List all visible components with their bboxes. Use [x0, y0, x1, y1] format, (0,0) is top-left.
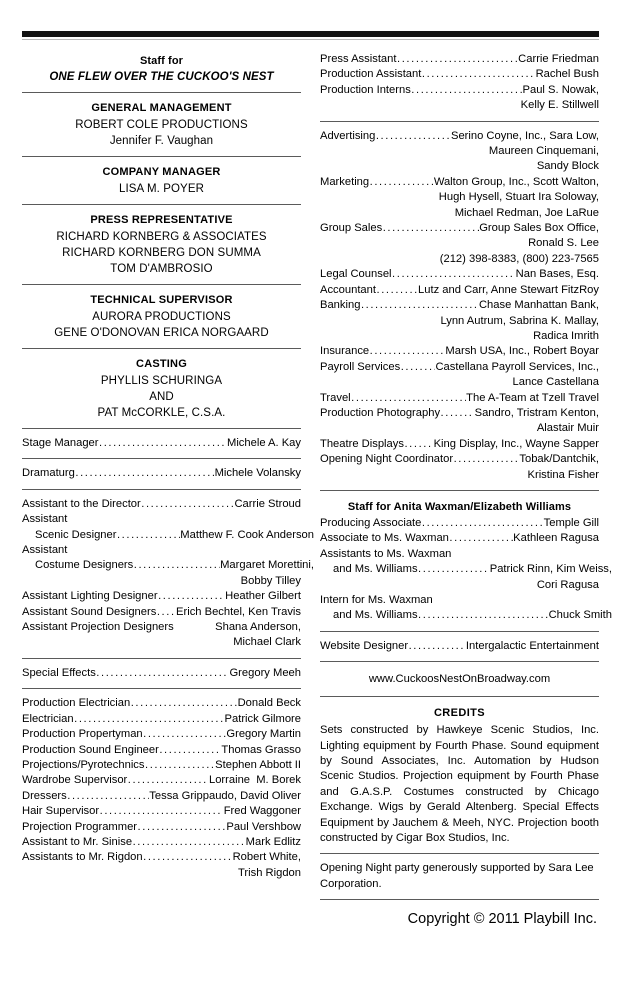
divider: [320, 696, 599, 697]
credit-value: Donald Beck: [237, 697, 301, 710]
leader-dots: [418, 608, 548, 623]
credit-value: Gregory Martin: [226, 728, 301, 741]
leader-dots: [143, 727, 226, 742]
section-press-representative: [22, 212, 301, 277]
credit-continuation: Alastair Muir: [536, 422, 599, 435]
credit-label: and Ms. Williams: [333, 609, 418, 622]
credit-label: Dramaturg: [22, 467, 75, 480]
credit-value: Thomas Grasso: [221, 743, 301, 756]
section-line: GENE O'DONOVAN ERICA NORGAARD: [54, 327, 269, 339]
leader-dots: [159, 743, 221, 758]
section-line: ROBERT COLE PRODUCTIONS: [75, 119, 248, 131]
section-title: GENERAL MANAGEMENT: [91, 102, 232, 114]
credit-row: [320, 83, 599, 98]
credit-value: Michele Volansky: [214, 467, 301, 480]
leader-dots: [158, 589, 225, 604]
credit-value: Carrie Friedman: [518, 53, 599, 65]
leader-dots: [75, 466, 214, 481]
credit-label: Special Effects: [22, 666, 96, 679]
leader-dots: [397, 52, 518, 67]
credit-label: Stage Manager: [22, 437, 99, 449]
credit-label: Production Assistant: [320, 68, 422, 81]
copyright-notice: Copyright © 2011 Playbill Inc.: [407, 911, 597, 928]
section-general-management: [22, 100, 301, 149]
credit-row: [22, 436, 301, 451]
section-title: CASTING: [136, 358, 187, 370]
credit-row: [22, 835, 301, 850]
section-technical-supervisor: [22, 292, 301, 341]
credit-sublabel: Assistant: [22, 544, 68, 557]
credit-value: Stephen Abbott II: [215, 758, 301, 771]
divider: [22, 348, 301, 349]
credit-row: [320, 283, 599, 298]
credit-label: Dressers: [22, 789, 67, 802]
leader-dots: [404, 437, 433, 452]
credit-label: Insurance: [320, 345, 370, 358]
credit-value: Walton Group, Inc., Scott Walton,: [433, 175, 599, 188]
credit-value: Carrie Stroud: [234, 497, 301, 510]
credit-value: King Display, Inc., Wayne Sapper: [433, 437, 599, 450]
divider: [320, 853, 599, 854]
divider: [22, 658, 301, 659]
leader-dots: [383, 221, 479, 236]
leader-dots: [117, 528, 180, 543]
leader-dots: [449, 531, 512, 546]
credit-value: Gregory Meeh: [229, 666, 301, 679]
credit-row: [22, 712, 301, 727]
credit-continuation: Hugh Hysell, Stuart Ira Soloway,: [438, 191, 599, 204]
credit-value: Patrick Rinn, Kim Weiss,: [489, 563, 612, 576]
credit-row: [320, 437, 599, 452]
credit-row: [320, 562, 612, 577]
credit-label: Assistant to Mr. Sinise: [22, 835, 133, 848]
credit-row: [320, 129, 599, 144]
credit-continuation: Lynn Autrum, Sabrina K. Mallay,: [440, 314, 599, 327]
leader-dots: [141, 497, 234, 512]
assistants-credit-group: [22, 497, 314, 651]
show-title: ONE FLEW OVER THE CUCKOO'S NEST: [49, 71, 274, 83]
section-line: RICHARD KORNBERG DON SUMMA: [62, 247, 261, 259]
credit-value: Chase Manhattan Bank,: [478, 299, 599, 312]
credit-continuation: Cori Ragusa: [536, 578, 599, 591]
credit-label: Assistant Sound Designers: [22, 605, 157, 618]
credit-continuation: Kristina Fisher: [527, 468, 599, 481]
credit-label: Assistant Lighting Designer: [22, 590, 158, 603]
credit-row: [22, 850, 301, 865]
divider: [22, 688, 301, 689]
leader-dots: [422, 516, 543, 531]
credit-value: Paul S. Nowak,: [522, 83, 599, 96]
staff-for-label: Staff for: [139, 55, 184, 67]
leader-dots: [376, 283, 417, 298]
credit-value: Tobak/Dantchik,: [519, 453, 599, 466]
section-line: Jennifer F. Vaughan: [109, 135, 214, 147]
press-credit-group: [320, 52, 599, 114]
credit-label: Production Propertyman: [22, 728, 143, 741]
credit-row: [320, 175, 599, 190]
credit-row: [320, 639, 599, 654]
credit-row: [22, 558, 314, 573]
section-line: TOM D'AMBROSIO: [110, 263, 213, 275]
leader-dots: [138, 820, 226, 835]
credit-label: Projections/Pyrotechnics: [22, 758, 145, 771]
section-casting: [22, 356, 301, 421]
leader-dots: [145, 758, 215, 773]
leader-dots: [454, 452, 519, 467]
credit-continuation: Michael Redman, Joe LaRue: [454, 206, 599, 219]
credit-label: Producing Associate: [320, 516, 422, 529]
divider: [22, 428, 301, 429]
credit-row: [320, 452, 599, 467]
credit-value: Fred Waggoner: [223, 805, 301, 818]
credit-row: [320, 360, 599, 375]
credit-value: Serino Coyne, Inc., Sara Low,: [450, 129, 599, 142]
credit-value: Paul Vershbow: [226, 820, 301, 833]
credit-row: [22, 589, 301, 604]
credit-continuation: Ronald S. Lee: [528, 237, 599, 250]
two-column-layout: [22, 49, 612, 929]
credit-label: Payroll Services: [320, 360, 401, 373]
section-line: PHYLLIS SCHURINGA: [100, 375, 223, 387]
credit-continuation: Trish Rigdon: [237, 866, 301, 879]
credit-row: [320, 67, 599, 82]
credit-label: Accountant: [320, 283, 376, 296]
leader-dots: [143, 850, 232, 865]
credit-label: Travel: [320, 391, 351, 404]
credit-label: Legal Counsel: [320, 268, 392, 281]
credit-label: Electrician: [22, 712, 74, 725]
services-credit-group: [320, 129, 599, 483]
credit-label: Costume Designers: [35, 559, 134, 572]
leader-dots: [67, 789, 149, 804]
credit-row: [22, 727, 301, 742]
credit-continuation: Radica Imrith: [533, 329, 599, 342]
credit-continuation: Maureen Cinquemani,: [488, 145, 599, 158]
leader-dots: [409, 639, 466, 654]
credit-value: Nan Bases, Esq.: [515, 268, 599, 281]
right-column: [320, 49, 612, 929]
divider: [22, 156, 301, 157]
credit-value: Tessa Grippaudo, David Oliver: [149, 789, 301, 802]
section-line: AND: [149, 391, 174, 403]
credit-value: Rachel Bush: [535, 68, 599, 81]
credit-row: [22, 743, 301, 758]
credit-label: Production Interns: [320, 83, 411, 96]
leader-dots: [96, 666, 229, 681]
credit-value: Temple Gill: [543, 516, 599, 529]
credit-row: [22, 789, 301, 804]
credit-label: Assistant Projection Designers: [22, 621, 174, 634]
credit-value: Sandro, Tristram Kenton,: [474, 406, 599, 419]
leader-dots: [134, 558, 220, 573]
credit-sublabel: Intern for Ms. Waxman: [320, 594, 433, 606]
credit-value: Erich Bechtel, Ken Travis: [176, 605, 301, 618]
divider: [320, 490, 599, 491]
credit-row: [320, 344, 599, 359]
credit-value: Kathleen Ragusa: [513, 532, 599, 545]
opening-night-note: Opening Night party generously supported by Sara Lee Corporation.: [320, 862, 594, 890]
credit-continuation: Michael Clark: [233, 636, 301, 649]
credit-label: Group Sales: [320, 222, 383, 235]
credit-value: Chuck Smith: [548, 609, 612, 622]
credit-value: The A-Team at Tzell Travel: [466, 391, 599, 404]
credit-value: Intergalactic Entertainment: [465, 639, 599, 652]
leader-dots: [376, 129, 451, 144]
credit-row: [22, 528, 314, 543]
top-hairline: [22, 39, 599, 40]
credit-label: Production Sound Engineer: [22, 743, 159, 756]
divider: [22, 204, 301, 205]
credit-value: Michele A. Kay: [227, 437, 301, 449]
credit-row: [22, 758, 301, 773]
section-title: PRESS REPRESENTATIVE: [90, 214, 233, 226]
leader-dots: [361, 298, 479, 313]
credit-label: Assistants to Mr. Rigdon: [22, 851, 143, 864]
leader-dots: [100, 804, 224, 819]
credit-row: [22, 605, 301, 620]
credit-label: Banking: [320, 299, 361, 312]
credit-row: [22, 773, 301, 788]
credit-row: [320, 516, 599, 531]
divider: [22, 92, 301, 93]
credit-continuation: Lance Castellana: [512, 376, 599, 389]
credit-label: Projection Programmer: [22, 820, 138, 833]
credit-value: Lorraine M. Borek: [208, 774, 301, 787]
credit-value: Patrick Gilmore: [224, 712, 301, 725]
credit-row: [22, 804, 301, 819]
divider: [320, 661, 599, 662]
credit-row: [320, 52, 599, 67]
leader-dots: [441, 406, 475, 421]
production-credit-group: [22, 696, 301, 881]
credit-row: [22, 666, 301, 681]
credit-row: [22, 620, 301, 635]
credit-row: [320, 391, 599, 406]
credit-label: Production Electrician: [22, 697, 131, 710]
section-title: COMPANY MANAGER: [102, 166, 221, 178]
leader-dots: [370, 344, 445, 359]
waxman-williams-header: Staff for Anita Waxman/Elizabeth Williams: [347, 500, 572, 513]
section-title: TECHNICAL SUPERVISOR: [90, 294, 233, 306]
leader-dots: [131, 696, 237, 711]
leader-dots: [392, 267, 515, 282]
section-company-manager: [22, 164, 301, 197]
credit-row: [22, 696, 301, 711]
divider: [320, 121, 599, 122]
credit-value: Margaret Morettini,: [220, 559, 314, 572]
leader-dots: [351, 391, 465, 406]
credit-row: [22, 497, 301, 512]
credit-row: [320, 531, 599, 546]
credit-label: Associate to Ms. Waxman: [320, 532, 449, 545]
credit-row: [320, 267, 599, 282]
credit-value: Shana Anderson,: [215, 621, 301, 634]
credit-value: Heather Gilbert: [225, 590, 301, 603]
section-line: AURORA PRODUCTIONS: [92, 311, 231, 323]
leader-dots: [74, 712, 224, 727]
credit-label: Theatre Displays: [320, 437, 404, 450]
credit-continuation: Bobby Tilley: [240, 574, 301, 587]
credit-label: Scenic Designer: [35, 528, 117, 541]
leader-dots: [401, 360, 435, 375]
leader-dots: [128, 773, 209, 788]
credit-value: Marsh USA, Inc., Robert Boyar: [445, 345, 599, 358]
credit-row: [22, 820, 301, 835]
leader-dots: [99, 436, 227, 451]
waxman-credit-group: [320, 516, 612, 624]
credit-continuation: (212) 398-8383, (800) 223-7565: [439, 252, 599, 265]
left-column: [22, 49, 314, 881]
credit-label: Marketing: [320, 175, 370, 188]
credit-value: Robert White,: [232, 851, 301, 864]
leader-dots: [157, 605, 176, 620]
credit-label: Hair Supervisor: [22, 805, 100, 818]
credit-row: [320, 298, 599, 313]
credit-value: Mark Edlitz: [245, 835, 301, 848]
credit-row: [320, 406, 599, 421]
divider: [22, 458, 301, 459]
credit-label: Press Assistant: [320, 53, 397, 65]
credit-value: Matthew F. Cook Anderson: [180, 528, 314, 541]
credit-label: Opening Night Coordinator: [320, 453, 454, 466]
leader-dots: [422, 67, 535, 82]
credit-value: Group Sales Box Office,: [479, 222, 599, 235]
section-line: PAT McCORKLE, C.S.A.: [97, 407, 226, 419]
credit-sublabel: Assistants to Ms. Waxman: [320, 547, 452, 560]
top-black-bar: [22, 31, 599, 37]
leader-dots: [370, 175, 434, 190]
credit-row: [320, 608, 612, 623]
credit-continuation: Kelly E. Stillwell: [520, 99, 599, 112]
credits-heading: CREDITS: [433, 707, 486, 720]
divider: [320, 631, 599, 632]
credit-sublabel: Assistant: [22, 513, 68, 526]
credit-row: [22, 466, 301, 481]
credit-value: Lutz and Carr, Anne Stewart FitzRoy: [418, 283, 599, 296]
credit-value: Castellana Payroll Services, Inc.,: [435, 360, 599, 373]
divider: [22, 489, 301, 490]
divider: [22, 284, 301, 285]
credit-label: Production Photography: [320, 406, 441, 419]
credit-label: Advertising: [320, 129, 376, 142]
leader-dots: [411, 83, 522, 98]
section-line: LISA M. POYER: [118, 183, 205, 195]
website-url[interactable]: www.CuckoosNestOnBroadway.com: [368, 673, 551, 686]
credit-label: Website Designer: [320, 639, 409, 652]
leader-dots: [418, 562, 489, 577]
credit-row: [320, 221, 599, 236]
credits-body-text: Sets constructed by Hawkeye Scenic Studios, Inc. Lighting equipment by Fourth Phase. Sound equipment by Sound Associates, Inc. Automation by Hudson Scenic Studios. Projection equipment by Fourth Phase and G.A.S.P. Costumes constructed by Chicago Exchange. Wigs by Gerald Altenberg. Special Effects Equipment by Jauchem & Meeh, NYC. Projection booth constructed by Cigar Box Studios, Inc.: [320, 724, 599, 845]
credit-label: Wardrobe Supervisor: [22, 774, 128, 787]
divider: [320, 899, 599, 900]
credit-continuation: Sandy Block: [536, 160, 599, 173]
section-line: RICHARD KORNBERG & ASSOCIATES: [56, 231, 267, 243]
credit-label: Assistant to the Director: [22, 497, 141, 510]
leader-dots: [133, 835, 246, 850]
credit-label: and Ms. Williams: [333, 563, 418, 576]
